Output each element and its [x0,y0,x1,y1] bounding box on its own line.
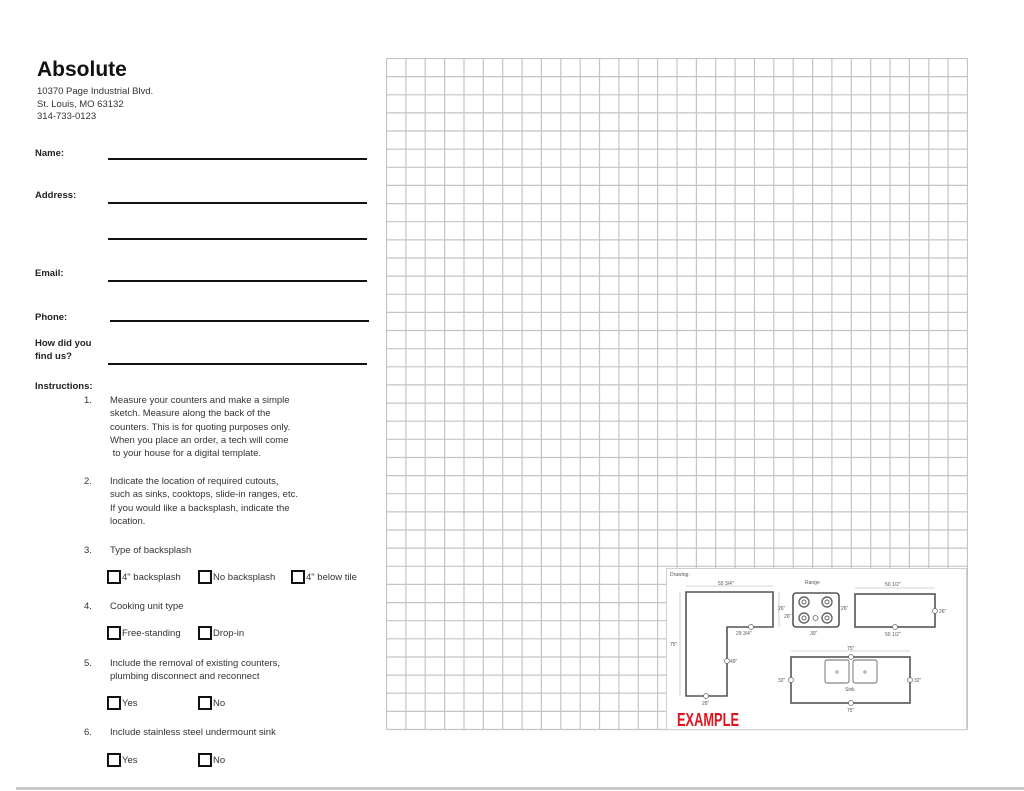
company-name: Absolute [37,58,127,81]
removal-yes-checkbox[interactable]: Yes [107,696,138,710]
sink-options [107,753,307,770]
dim-range-bottom: 30" [810,631,818,637]
dim-island-right: 32" [914,678,922,684]
marker-icon [893,625,898,630]
instruction-1-line: When you place an order, a tech will come [110,434,289,446]
instruction-6-text: Include stainless steel undermount sink [110,727,276,738]
dim-l-inner-vertical: 49" [730,659,738,665]
marker-icon [704,694,709,699]
checkbox-box[interactable] [198,570,212,584]
example-stamp: EXAMPLE [677,710,739,730]
marker-icon [908,678,913,683]
how-found-label-1: How did you [35,338,92,349]
checkbox-box[interactable] [107,696,121,710]
how-found-label-2: find us? [35,351,72,362]
dim-l-left: 75" [670,642,678,648]
checkbox-box[interactable] [107,570,121,584]
dim-l-right: 26" [778,606,786,612]
sink-icon [825,660,877,683]
dim-l-bottom: 26" [702,701,710,707]
email-label: Email: [35,268,64,279]
dim-rect-bottom: 50 1/2" [885,632,901,638]
example-drawing [666,568,967,730]
dim-island-top: 75" [847,646,855,652]
checkbox-box[interactable] [198,696,212,710]
burner-icons [799,597,832,623]
checkbox-box[interactable] [198,626,212,640]
instruction-4-text: Cooking unit type [110,601,184,612]
free-standing-checkbox[interactable]: Free-standing [107,626,181,640]
address-input-line-1[interactable] [108,202,367,204]
instruction-1-line: to your house for a digital template. [110,448,262,460]
sink-yes-checkbox[interactable]: Yes [107,753,138,767]
phone-label: Phone: [35,312,68,323]
dim-l-top: 55 3/4" [718,581,734,587]
marker-icon [849,655,854,660]
checkbox-box[interactable] [291,570,305,584]
dim-range-left: 26" [784,614,792,620]
address-line-1: 10370 Page Industrial Blvd. [37,86,154,97]
address-line-2: St. Louis, MO 63132 [37,99,124,110]
instruction-5-number: 5. [84,658,92,669]
dim-island-left: 32" [778,678,786,684]
backsplash-below-tile-checkbox[interactable]: 4" below tile [291,570,357,584]
name-input-line[interactable] [108,158,367,160]
address-input-line-2[interactable] [108,238,367,240]
dim-l-inner: 29 3/4" [736,631,752,637]
sink-no-checkbox[interactable]: No [198,753,225,767]
backsplash-4in-checkbox[interactable]: 4" backsplash [107,570,181,584]
instruction-4-number: 4. [84,601,92,612]
dim-range-right: 26" [841,606,849,612]
cooking-unit-options [107,626,307,643]
instruction-5-text [110,657,330,684]
drawing-heading: Drawing: [670,572,690,578]
instruction-1-text [110,394,330,460]
marker-icon [933,609,938,614]
instruction-2-text [110,475,330,528]
instruction-2-line: location. [110,515,146,527]
how-found-input-line[interactable] [108,363,367,365]
marker-icon [789,678,794,683]
checkbox-box[interactable] [107,626,121,640]
instruction-1-line: Measure your counters and make a simple [110,395,290,406]
removal-options [107,696,307,713]
drop-in-checkbox[interactable]: Drop-in [198,626,244,640]
instruction-6-number: 6. [84,727,92,738]
checkbox-box[interactable] [198,753,212,767]
instruction-2-line: If you would like a backsplash, indicate the [110,502,290,514]
instruction-3-text: Type of backsplash [110,545,192,556]
backsplash-options [107,570,377,587]
marker-icon [749,625,754,630]
instruction-2-number: 2. [84,476,92,487]
l-counter-outline [686,592,773,696]
page-bottom-divider [16,787,1024,790]
instruction-2-line: such as sinks, cooktops, slide-in ranges, etc. [110,489,298,501]
name-label: Name: [35,148,65,159]
instruction-2-line: Indicate the location of required cutouts, [110,476,279,487]
dim-rect-top: 50 1/2" [885,582,901,588]
range-label: Range [805,580,820,586]
instruction-5-line: Include the removal of existing counters, [110,658,281,669]
phone-input-line[interactable] [110,320,369,322]
dim-rect-right: 26" [939,609,947,615]
no-backsplash-checkbox[interactable]: No backsplash [198,570,275,584]
instruction-1-line: counters. This is for quoting purposes only. [110,421,291,433]
sink-label: Sink [845,687,855,693]
marker-icon [725,659,730,664]
instruction-5-line: plumbing disconnect and reconnect [110,671,260,683]
instructions-title: Instructions: [35,381,93,392]
island-outline [791,657,910,703]
address-label: Address: [35,190,77,201]
example-drawing-svg [667,569,968,731]
email-input-line[interactable] [108,280,367,282]
dim-island-bottom: 75" [847,708,855,714]
checkbox-box[interactable] [107,753,121,767]
instruction-1-line: sketch. Measure along the back of the [110,408,271,420]
company-phone: 314-733-0123 [37,111,97,122]
marker-icon [849,701,854,706]
removal-no-checkbox[interactable]: No [198,696,225,710]
rect-counter-outline [855,594,935,627]
instruction-3-number: 3. [84,545,92,556]
instruction-1-number: 1. [84,395,92,406]
